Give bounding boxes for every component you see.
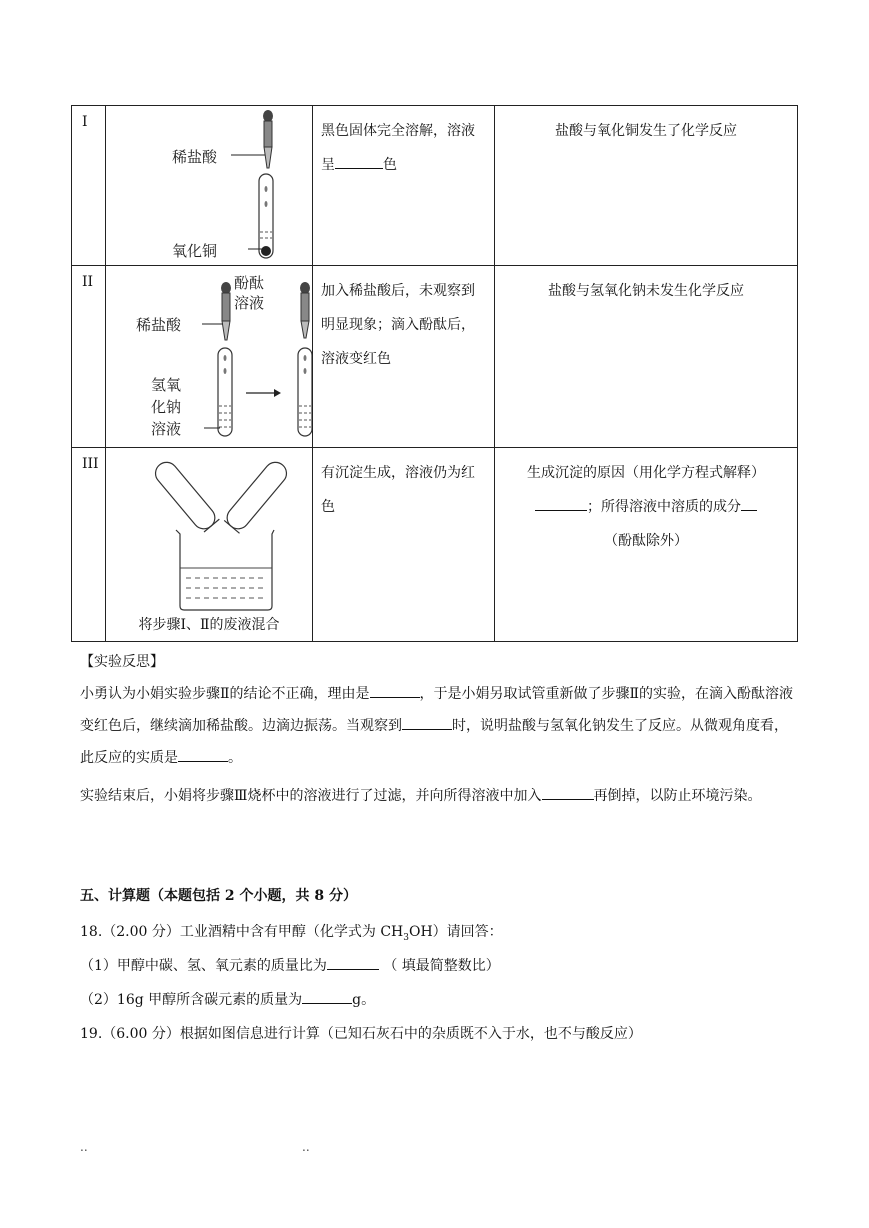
figure-step3 (106, 448, 312, 640)
conclusion-step2: 盐酸与氢氧化钠未发生化学反应 (548, 283, 744, 299)
dropper-testtubes-illustration (106, 266, 312, 446)
table-row (72, 266, 798, 448)
answer-blank[interactable] (370, 682, 420, 698)
question-19: 19.（6.00 分）根据如图信息进行计算（已知石灰石中的杂质既不入于水，也不与酸反应） (80, 1026, 642, 1042)
step-label: III (82, 456, 99, 472)
sodium-hydroxide-label-1: 氢氧 (151, 376, 182, 394)
table-row (72, 448, 798, 642)
conclusion-step3: 生成沉淀的原因（用化学方程式解释）；所得溶液中溶质的成分 （酚酞除外） (527, 465, 765, 549)
step-label: II (82, 274, 94, 290)
answer-blank[interactable] (741, 495, 757, 511)
table-row (72, 106, 798, 266)
phenolphthalein-label: 酚酞 (234, 274, 265, 292)
answer-blank[interactable] (542, 784, 594, 800)
dilute-hcl-label: 稀盐酸 (172, 148, 218, 166)
section-heading: 五、计算题（本题包括 2 个小题，共 8 分） (80, 888, 357, 904)
copper-oxide-label: 氧化铜 (172, 242, 218, 260)
observation-step1: 黑色固体完全溶解，溶液呈 色 (321, 123, 475, 173)
dilute-hcl-label: 稀盐酸 (136, 316, 182, 334)
answer-blank[interactable] (402, 714, 452, 730)
figure-caption: 将步骤Ⅰ、Ⅱ的废液混合 (138, 617, 280, 633)
question-18: 18.（2.00 分）工业酒精中含有甲醇（化学式为 $CH_3OH$）请回答： (80, 924, 503, 943)
reflection-paragraph-1: 小勇认为小娟实验步骤Ⅱ的结论不正确，理由是 ，于是小娟另取试管重新做了步骤Ⅱ的实验，在滴入酚酞溶液变红色后，继续滴加稀盐酸。边滴边振荡。当观察到 时，说明盐酸与氢氧化钠发生了反应。从微观角度看，此反应的实质是 。 (80, 678, 800, 774)
figure-step1 (106, 106, 312, 264)
question-18-part-1: （1）甲醇中碳、氢、氧元素的质量比为 （ 填最简整数比） (80, 950, 800, 982)
footer-dots-middle: .. (302, 1140, 310, 1154)
footer-dots-left: .. (80, 1140, 88, 1154)
answer-blank[interactable] (178, 746, 228, 762)
phenolphthalein-solution-label: 溶液 (234, 294, 265, 312)
answer-blank[interactable] (327, 954, 379, 970)
answer-blank[interactable] (335, 153, 383, 169)
observation-step2: 加入稀盐酸后，未观察到明显现象；滴入酚酞后，溶液变红色 (321, 283, 475, 367)
answer-blank[interactable] (302, 988, 352, 1004)
experiment-table (71, 105, 798, 642)
sodium-hydroxide-label-2: 化钠 (151, 398, 182, 416)
reflection-heading: 【实验反思】 (80, 654, 164, 670)
reflection-paragraph-2: 实验结束后，小娟将步骤Ⅲ烧杯中的溶液进行了过滤，并向所得溶液中加入 再倒掉，以防止环境污染。 (80, 780, 800, 812)
mixing-beaker-illustration (106, 448, 312, 640)
step-label: I (82, 114, 88, 130)
question-18-part-2: （2）16g 甲醇所含碳元素的质量为 g。 (80, 984, 800, 1016)
figure-step2 (106, 266, 312, 446)
observation-step3: 有沉淀生成，溶液仍为红色 (321, 465, 475, 515)
sodium-hydroxide-label-3: 溶液 (151, 420, 182, 438)
conclusion-step1: 盐酸与氧化铜发生了化学反应 (555, 123, 737, 139)
answer-blank[interactable] (535, 495, 587, 511)
